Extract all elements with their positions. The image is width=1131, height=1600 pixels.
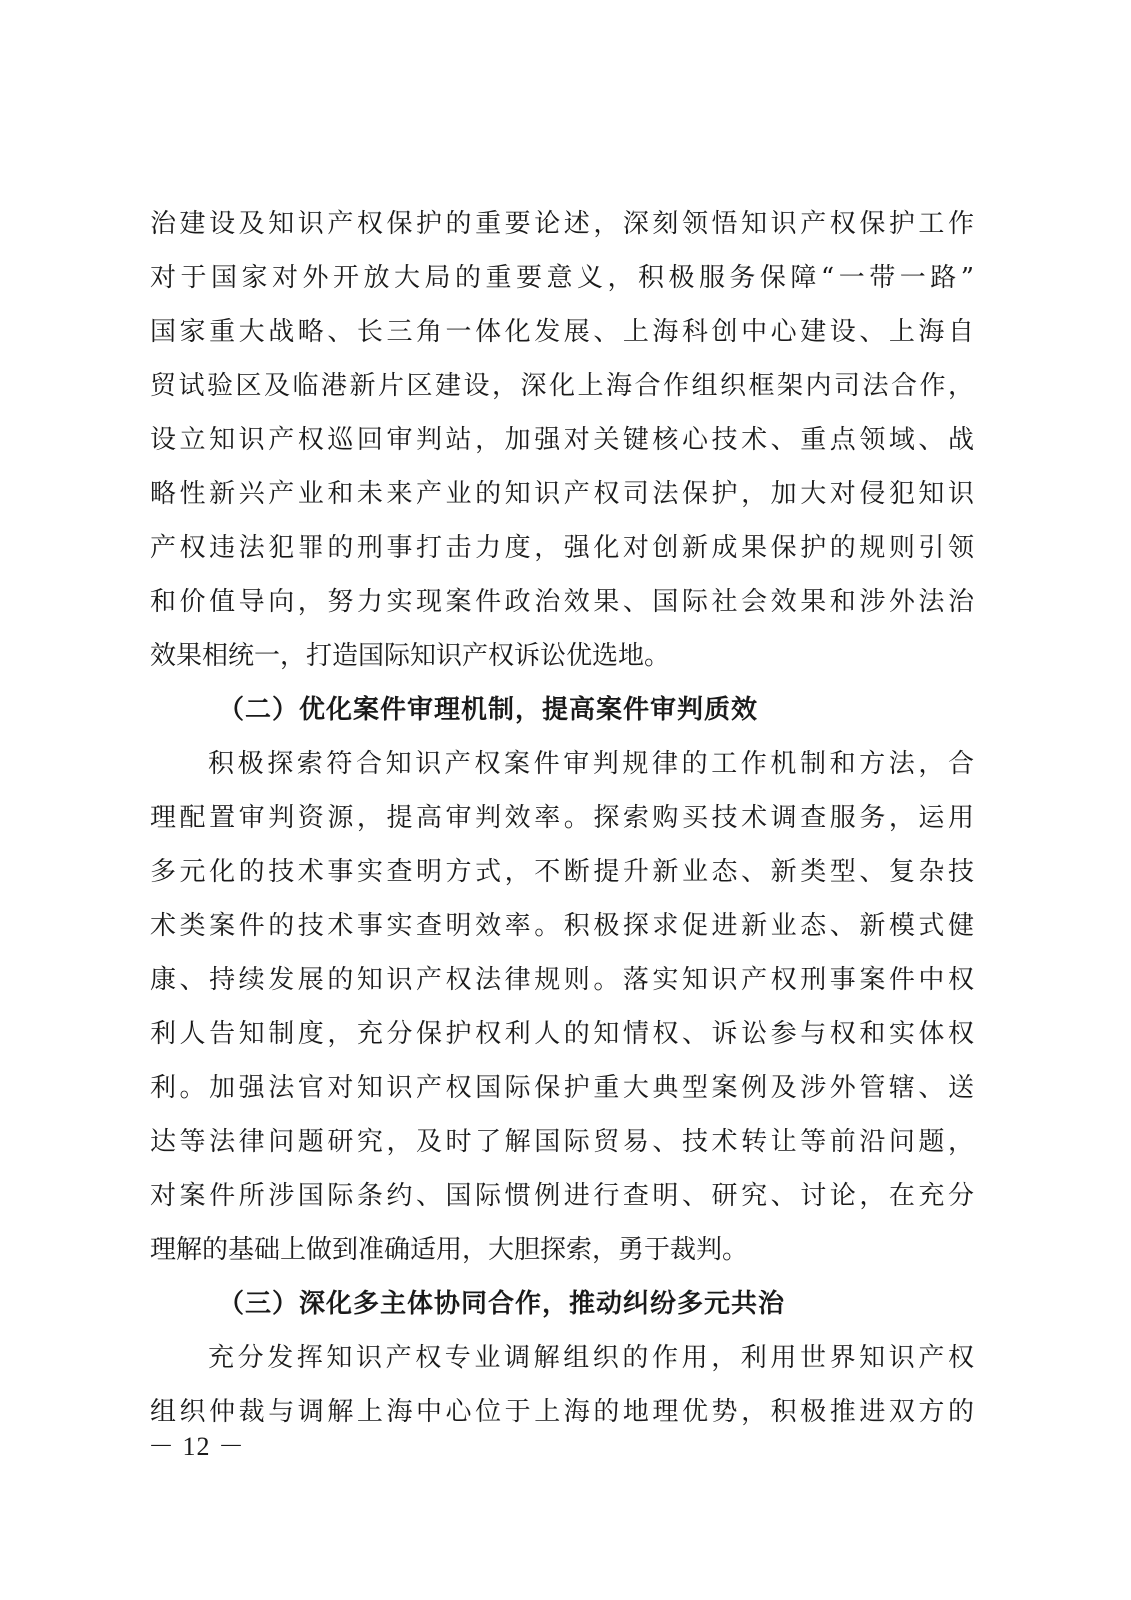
body-line: 组织仲裁与调解上海中心位于上海的地理优势，积极推进双方的: [150, 1397, 974, 1427]
body-line: 略性新兴产业和未来产业的知识产权司法保护，加大对侵犯知识: [150, 479, 974, 509]
body-line: 治建设及知识产权保护的重要论述，深刻领悟知识产权保护工作: [150, 209, 974, 239]
body-line: 国家重大战略、长三角一体化发展、上海科创中心建设、上海自: [150, 317, 974, 347]
body-line: 产权违法犯罪的刑事打击力度，强化对创新成果保护的规则引领: [150, 533, 974, 563]
body-line: 贸试验区及临港新片区建设，深化上海合作组织框架内司法合作，: [150, 371, 974, 401]
body-line: 术类案件的技术事实查明效率。积极探求促进新业态、新模式健: [150, 911, 974, 941]
body-line: 充分发挥知识产权专业调解组织的作用，利用世界知识产权: [208, 1343, 974, 1373]
body-line: 利人告知制度，充分保护权利人的知情权、诉讼参与权和实体权: [150, 1019, 974, 1049]
section-heading: （二）优化案件审理机制，提高案件审判质效: [218, 695, 759, 725]
body-line: 达等法律问题研究，及时了解国际贸易、技术转让等前沿问题，: [150, 1127, 974, 1157]
section-heading: （三）深化多主体协同合作，推动纠纷多元共治: [218, 1289, 786, 1319]
body-line: 和价值导向，努力实现案件政治效果、国际社会效果和涉外法治: [150, 587, 974, 617]
body-line: 多元化的技术事实查明方式，不断提升新业态、新类型、复杂技: [150, 857, 974, 887]
body-line: 效果相统一，打造国际知识产权诉讼优选地。: [150, 641, 671, 671]
body-line: 利。加强法官对知识产权国际保护重大典型案例及涉外管辖、送: [150, 1073, 974, 1103]
body-line: 设立知识产权巡回审判站，加强对关键核心技术、重点领域、战: [150, 425, 974, 455]
body-line: 积极探索符合知识产权案件审判规律的工作机制和方法，合: [208, 749, 974, 779]
body-line: 对案件所涉国际条约、国际惯例进行查明、研究、讨论，在充分: [150, 1181, 974, 1211]
body-line: 康、持续发展的知识产权法律规则。落实知识产权刑事案件中权: [150, 965, 974, 995]
body-line: 理配置审判资源，提高审判效率。探索购买技术调查服务，运用: [150, 803, 974, 833]
document-body: [150, 197, 974, 1439]
page-number: － 12 －: [148, 1432, 246, 1461]
body-line: 理解的基础上做到准确适用，大胆探索，勇于裁判。: [150, 1235, 749, 1265]
body-line: 对于国家对外开放大局的重要意义，积极服务保障“一带一路”: [150, 263, 974, 293]
